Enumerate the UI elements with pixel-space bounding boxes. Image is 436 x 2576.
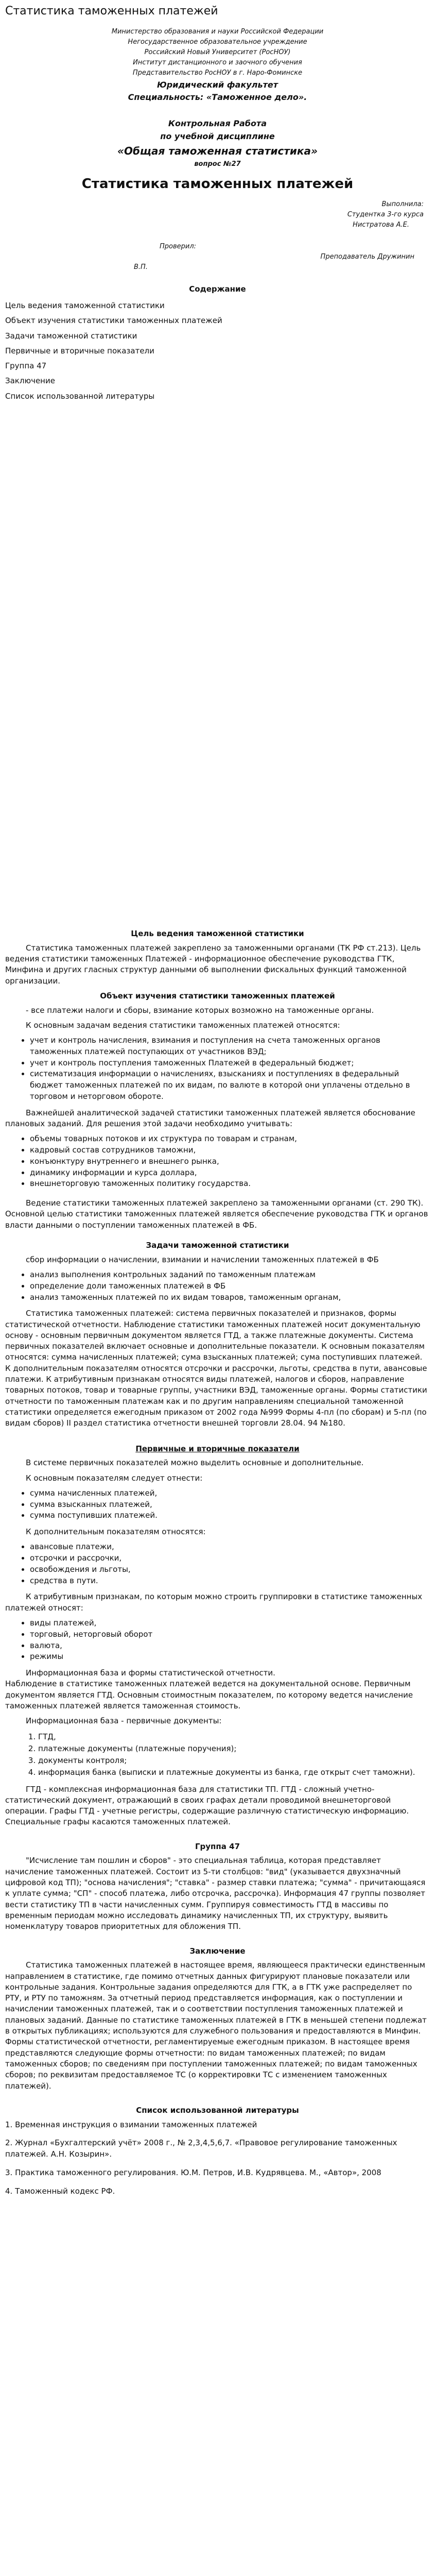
tasks-intro: К основным задачам ведения статистики таможенных платежей относятся: xyxy=(26,1020,340,1030)
observation-text: Наблюдение в статистике таможенных платежей ведется на документальной основе. Первичным документом является ГТД. Основным стоимостным показателем, по которому ведется начисление таможенных платежей является таможенная стоимость. xyxy=(5,1679,413,1710)
literature-item: 2. Журнал «Бухгалтерский учёт» 2008 г., № 2,3,4,5,6,7. «Правовое регулирование таможенных платежей. А.Н. Козырин». xyxy=(5,2138,397,2159)
title-page xyxy=(5,27,430,273)
list-item: • учет и контроль начисления, взимания и поступления на счета таможенных органов таможенных платежей поступающих от участников ВЭД; xyxy=(30,1035,430,1058)
toc-item: Список использованной литературы xyxy=(5,391,155,401)
list-item: • учет и контроль поступления таможенных Платежей в федеральный бюджет; xyxy=(30,1058,430,1069)
student-name: Нистратова А.Е. xyxy=(353,221,409,229)
list-item: • внешнеторговую таможенных политику государства. xyxy=(30,1178,430,1190)
literature-item: 4. Таможенный кодекс РФ. xyxy=(5,2186,115,2196)
analysis-intro: Важнейшей аналитической задачей статистики таможенных платежей является обоснование плановых заданий. Для решения этой задачи необходимо учитывать: xyxy=(5,1108,415,1129)
institute-line: Институт дистанционного и заочного обучения xyxy=(133,59,302,67)
faculty-line: Юридический факультет xyxy=(157,79,278,90)
blank-space xyxy=(5,404,430,919)
indicators-intro: В системе первичных показателей можно выделить основные и дополнительные. xyxy=(26,1458,364,1468)
branch-line: Представительство РосНОУ в г. Наро-Фоминске xyxy=(132,69,303,77)
section-goal-text: Статистика таможенных платежей закреплено за таможенными органами (ТК РФ ст.213). Цель ведения статистики таможенных Платежей - информационное обеспечение руководства ГТК, Минфина и других гласных структур данными об выполнении фискальных функций таможенной организации. xyxy=(5,943,421,986)
literature-item: 3. Практика таможенного регулирования. Ю.М. Петров, И.В. Кудрявцева. М., «Автор», 2008 xyxy=(5,2167,381,2177)
toc-item: Объект изучения статистики таможенных платежей xyxy=(5,316,222,326)
list-item: • систематизация информации о начислениях, взысканиях и поступлениях в федеральный бюджет таможенных платежей по их видам, по валюте в которой они уплачены отдельно в торговом и неторговом обороте. xyxy=(30,1069,430,1102)
section-conclusion-title: Заключение xyxy=(189,1946,246,1956)
list-item: • режимы xyxy=(30,1651,430,1663)
toc-list xyxy=(5,298,430,404)
group47-text: "Исчисление там пошлин и сборов" - это специальная таблица, которая представляет начисление таможенных платежей. Состоит из 5-ти столбцов: "вид" (указывается двухзначный цифровой код ТП); "основа начисления"; "ставка" - размер ставки платежа; "сумма" - причитающаяся к уплате сумма; "СП" - способ платежа, либо отсрочка, рассрочка). Информация 47 группы позволяет вести статистику ТП в части начисленных сумм. Группируя совместимость ГТД в массивы по временным периодам можно исследовать динамику начисленных ТП, их структуру, выявить номенклатуру товаров приоритетных для обложения ТП. xyxy=(5,1856,426,1931)
list-item: • сумма взысканных платежей, xyxy=(30,1499,430,1511)
toc-title: Содержание xyxy=(189,284,246,294)
list-item: 3. документы контроля; xyxy=(38,1755,430,1767)
list-item: • сумма поступивших платежей. xyxy=(30,1510,430,1521)
section-indicators-title xyxy=(5,1444,430,1455)
institution-type-line: Негосударственное образовательное учреждение xyxy=(128,38,307,46)
document-title: Статистика таможенных платежей xyxy=(5,5,218,18)
list-item: • определение доли таможенных платежей в ФБ xyxy=(30,1281,430,1292)
attribute-intro: К атрибутивным признакам, по которым можно строить группировки в статистике таможенных платежей относят: xyxy=(5,1592,423,1613)
document-page xyxy=(0,3,436,2197)
student-course: Студентка 3-го курса xyxy=(347,210,424,218)
main-indicators-intro: К основным показателям следует отнести: xyxy=(26,1473,203,1483)
list-item: 2. платежные документы (платежные поручения); xyxy=(38,1743,430,1755)
main-title: Статистика таможенных платежей xyxy=(81,176,354,192)
list-item: • анализ таможенных платежей по их видам товаров, таможенным органам, xyxy=(30,1292,430,1303)
performed-label: Выполнила: xyxy=(381,200,424,208)
list-item: 1. ГТД, xyxy=(38,1731,430,1743)
list-item: • авансовые платежи, xyxy=(30,1541,430,1553)
section-group47-title: Группа 47 xyxy=(195,1841,240,1851)
list-item: • виды платежей, xyxy=(30,1618,430,1629)
work-type-line: Контрольная Работа xyxy=(168,118,267,129)
question-line: вопрос №27 xyxy=(194,160,241,168)
list-item: • валюта, xyxy=(30,1640,430,1652)
literature-list xyxy=(5,2120,430,2197)
extra-indicators-intro: К дополнительным показателям относятся: xyxy=(26,1527,206,1537)
attribute-list xyxy=(5,1618,430,1663)
list-item: • торговый, неторговый оборот xyxy=(30,1629,430,1640)
list-item: • анализ выполнения контрольных заданий по таможенным платежам xyxy=(30,1269,430,1281)
list-item: • сумма начисленных платежей, xyxy=(30,1488,430,1499)
tasks-analysis-list xyxy=(5,1269,430,1303)
extra-indicators-list xyxy=(5,1541,430,1586)
list-item: • освобождения и льготы, xyxy=(30,1564,430,1575)
toc-item: Группа 47 xyxy=(5,361,47,371)
list-item: • кадровый состав сотрудников таможни, xyxy=(30,1145,430,1156)
info-base-intro: Информационная база - первичные документы: xyxy=(26,1716,222,1726)
indicator-system-text: Статистика таможенных платежей: система первичных показателей и признаков, формы статистической отчетности. Наблюдение статистики таможенных платежей носит документальную основу - основным первичным документом является ГТД, а также платежные документы. Система первичных показателей включает основные и дополнительные показатели. К основным показателям относятся: сумма начисленных платежей; сума взысканных платежей; сума поступивших платежей. К дополнительным показателям относятся отсрочки и рассрочки, льготы, средства в пути, авансовые платежи. К атрибутивным признакам относятся виды платежей, налогов и сборов, направление товарных потоков, товар и товарные группы, участники ВЭД, таможенные органы. Формы статистики отчетности по таможенным платежам как и по другим направлениям специальной таможенной статистики определяется ежегодным приказом от 2002 года №999 Формы 4-пл (по сборам) и 5-пл (по видам сборов) II раздел статистика отчетности внешней торговли 28.04. 94 №180. xyxy=(5,1309,427,1428)
teacher-line: Преподаватель Дружинин xyxy=(320,253,414,261)
literature-item: 1. Временная инструкция о взимании таможенных платежей xyxy=(5,2120,257,2129)
section-goal-title: Цель ведения таможенной статистики xyxy=(131,928,304,938)
section-tasks-title: Задачи таможенной статистики xyxy=(146,1240,289,1250)
statistics-duty-text: Ведение статистики таможенных платежей закреплено за таможенными органами (ст. 290 ТК). Основной целью статистики таможенных платежей является обеспечение руководства ГТК и органов власти данными о поступлении таможенных платежей в ФБ. xyxy=(5,1198,428,1230)
list-item: • конъюнктуру внутреннего и внешнего рынка, xyxy=(30,1156,430,1167)
primary-docs-list xyxy=(5,1731,430,1779)
info-base-heading: Информационная база и формы статистической отчетности. xyxy=(26,1668,275,1678)
list-item: • средства в пути. xyxy=(30,1575,430,1587)
toc-item: Первичные и вторичные показатели xyxy=(5,346,154,355)
tasks-list xyxy=(5,1035,430,1103)
section-object-title: Объект изучения статистики таможенных платежей xyxy=(100,991,335,1001)
toc-item: Заключение xyxy=(5,376,55,386)
section-indicators-title-text: Первичные и вторичные показатели xyxy=(135,1444,300,1453)
main-indicators-list xyxy=(5,1488,430,1521)
discipline-line: по учебной дисциплине xyxy=(160,131,275,141)
checked-label: Проверил: xyxy=(160,243,197,251)
toc-item: Задачи таможенной статистики xyxy=(5,331,137,341)
gtd-text: ГТД - комплексная информационная база для статистики ТП. ГТД - сложный учетно-статистический документ, отражающий в своих графах детали проводимой внешнеторговой операции. Графы ГТД - учетные регистры, содержащие различную статистическую информацию. Специальные графы касаются таможенных платежей. xyxy=(5,1784,409,1827)
toc-item: Цель ведения таможенной статистики xyxy=(5,301,165,311)
university-line: Российский Новый Университет (РосНОУ) xyxy=(144,48,291,57)
list-item: • отсрочки и рассрочки, xyxy=(30,1553,430,1564)
factors-list xyxy=(5,1133,430,1190)
list-item: • объемы товарных потоков и их структура по товарам и странам, xyxy=(30,1133,430,1145)
tasks-collection-text: сбор информации о начислении, взимании и начислении таможенных платежей в ФБ xyxy=(26,1255,379,1264)
list-item: • динамику информации и курса доллара, xyxy=(30,1167,430,1179)
teacher-initials: В.П. xyxy=(134,263,148,272)
literature-title: Список использованной литературы xyxy=(136,2105,299,2115)
discipline-name-line: «Общая таможенная статистика» xyxy=(117,144,318,157)
list-item: 4. информация банка (выписки и платежные документы из банка, где открыт счет таможни). xyxy=(38,1767,430,1778)
ministry-line: Министерство образования и науки Российской Федерации xyxy=(111,27,324,36)
section-object-text: - все платежи налоги и сборы, взимание которых возможно на таможенные органы. xyxy=(26,1005,374,1015)
conclusion-text: Статистика таможенных платежей в настоящее время, являющееся практически единственным направлением в статистике, где помимо отчетных данных фигурируют плановые показатели или контрольные задания. Контрольные задания определяются для ГТК, а в ГТК уже распределяет по РТУ, и РТУ по таможням. За отчетный период представляется информация, как о поступлении и начислении таможенных платежей, так и о соответствии поступления таможенных платежей и плановых заданий. Данные по статистике таможенных платежей в ГТК в меньшей степени подлежат в открытых публикациях; используются для служебного пользования и предоставляются в Минфин. Формы статистической отчетности, регламентируемые ежегодным приказом. В настоящее время представляются следующие формы отчетности: по видам таможенных платежей; по видам таможенных сборов; по сведениям при поступлении таможенных платежей; по видам таможенных сборов; по реквизитам предоставляемое ТС (о корректировки ТС с изменением таможенных платежей). xyxy=(5,1960,427,2091)
specialty-line: Специальность: «Таможенное дело». xyxy=(128,92,307,103)
